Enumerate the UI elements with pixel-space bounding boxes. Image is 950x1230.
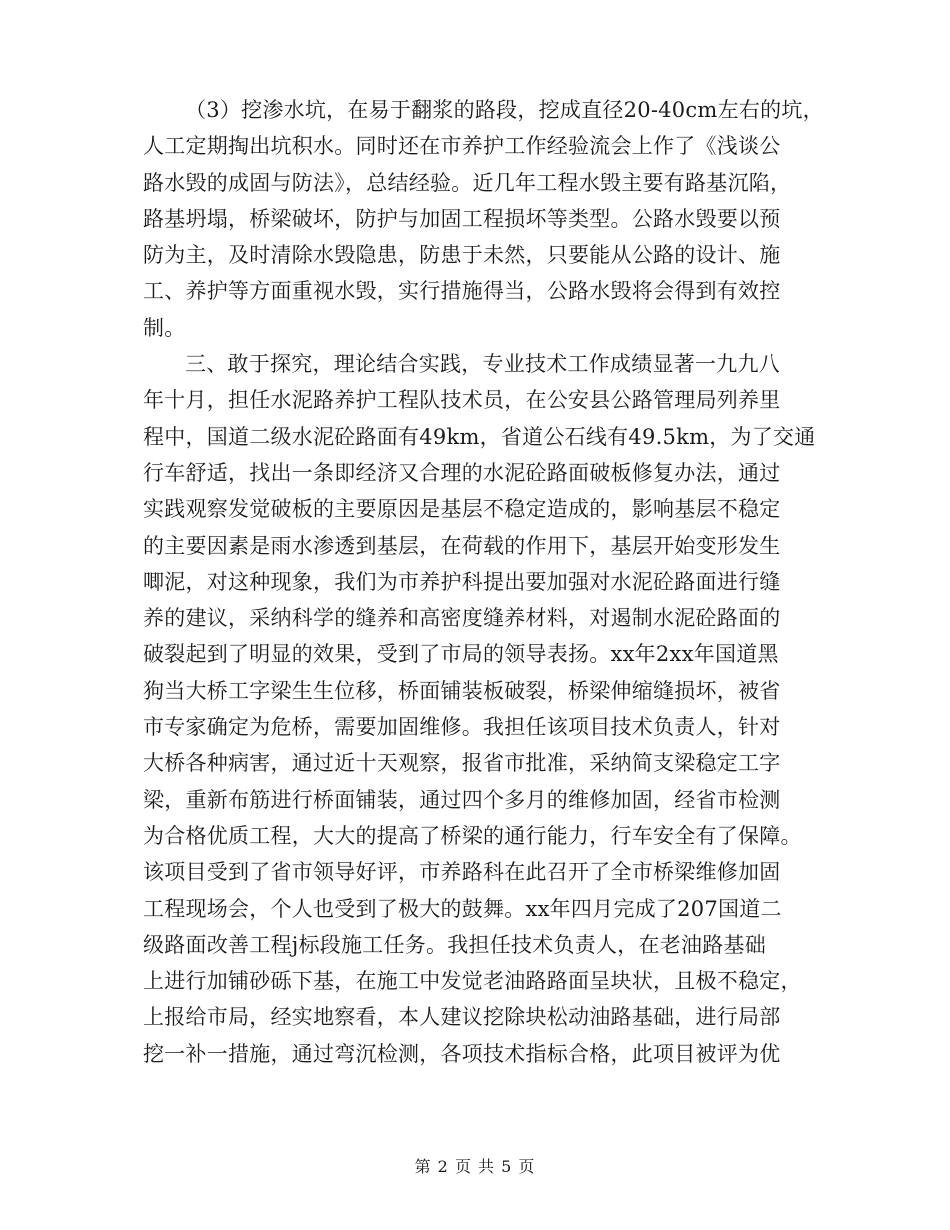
paragraph-line: 为合格优质工程，大大的提高了桥梁的通行能力，行车安全有了保障。 bbox=[143, 823, 802, 848]
page-number-footer: 第 2 页 共 5 页 bbox=[414, 1157, 536, 1176]
paragraph-line: 该项目受到了省市领导好评，市养路科在此召开了全市桥梁维修加固 bbox=[143, 860, 781, 885]
paragraph-line: 大桥各种病害，通过近十天观察，报省市批准，采纳简支梁稳定工字 bbox=[143, 751, 781, 776]
paragraph-line: 市专家确定为危桥，需要加固维修。我担任该项目技术负责人，针对 bbox=[143, 715, 781, 740]
paragraph-line: 防为主，及时清除水毁隐患，防患于未然，只要能从公路的设计、施 bbox=[143, 243, 781, 268]
paragraph-line: 实践观察发觉破板的主要原因是基层不稳定造成的，影响基层不稳定 bbox=[143, 497, 781, 522]
paragraph-line: 狗当大桥工字梁生生位移，桥面铺装板破裂，桥梁伸缩缝损坏，被省 bbox=[143, 678, 781, 703]
paragraph-line: 程中，国道二级水泥砼路面有49km，省道公石线有49.5km，为了交通 bbox=[143, 424, 816, 449]
paragraph-line: 三、敢于探究，理论结合实践，专业技术工作成绩显著一九九八 bbox=[185, 352, 780, 377]
paragraph-line: 行车舒适，找出一条即经济又合理的水泥砼路面破板修复办法，通过 bbox=[143, 460, 781, 485]
paragraph-line: （3）挖渗水坑，在易于翻浆的路段，挖成直径20-40cm左右的坑， bbox=[185, 98, 824, 122]
paragraph-line: 年十月，担任水泥路养护工程队技术员，在公安县公路管理局列养里 bbox=[143, 388, 781, 413]
paragraph-line: 级路面改善工程j标段施工任务。我担任技术负责人，在老油路基础 bbox=[143, 932, 767, 957]
paragraph-line: 上进行加铺砂砾下基，在施工中发觉老油路路面呈块状，且极不稳定， bbox=[143, 969, 802, 994]
paragraph-line: 的主要因素是雨水渗透到基层，在荷载的作用下，基层开始变形发生 bbox=[143, 533, 781, 558]
paragraph-line: 上报给市局，经实地察看，本人建议挖除块松动油路基础，进行局部 bbox=[143, 1005, 781, 1030]
paragraph-line: 制。 bbox=[143, 315, 186, 340]
paragraph-line: 工程现场会，个人也受到了极大的鼓舞。xx年四月完成了207国道二 bbox=[143, 896, 782, 921]
paragraph-line: 人工定期掏出坑积水。同时还在市养护工作经验流会上作了《浅谈公 bbox=[143, 134, 781, 159]
paragraph-line: 挖一补一措施，通过弯沉检测，各项技术指标合格，此项目被评为优 bbox=[143, 1041, 781, 1066]
paragraph-line: 路基坍塌，桥梁破坏，防护与加固工程损坏等类型。公路水毁要以预 bbox=[143, 206, 781, 231]
body-text bbox=[143, 92, 824, 1072]
paragraph-line: 梁，重新布筋进行桥面铺装，通过四个多月的维修加固，经省市检测 bbox=[143, 787, 781, 812]
paragraph-line: 破裂起到了明显的效果，受到了市局的领导表扬。xx年2xx年国道黑 bbox=[143, 642, 779, 667]
paragraph-line: 唧泥，对这种现象，我们为市养护科提出要加强对水泥砼路面进行缝 bbox=[143, 569, 781, 594]
paragraph-line: 工、养护等方面重视水毁，实行措施得当，公路水毁将会得到有效控 bbox=[143, 279, 781, 304]
paragraph-line: 养的建议，采纳科学的缝养和高密度缝养材料，对遏制水泥砼路面的 bbox=[143, 606, 781, 631]
paragraph-line: 路水毁的成固与防法》，总结经验。近几年工程水毁主要有路基沉陷， bbox=[143, 170, 792, 195]
